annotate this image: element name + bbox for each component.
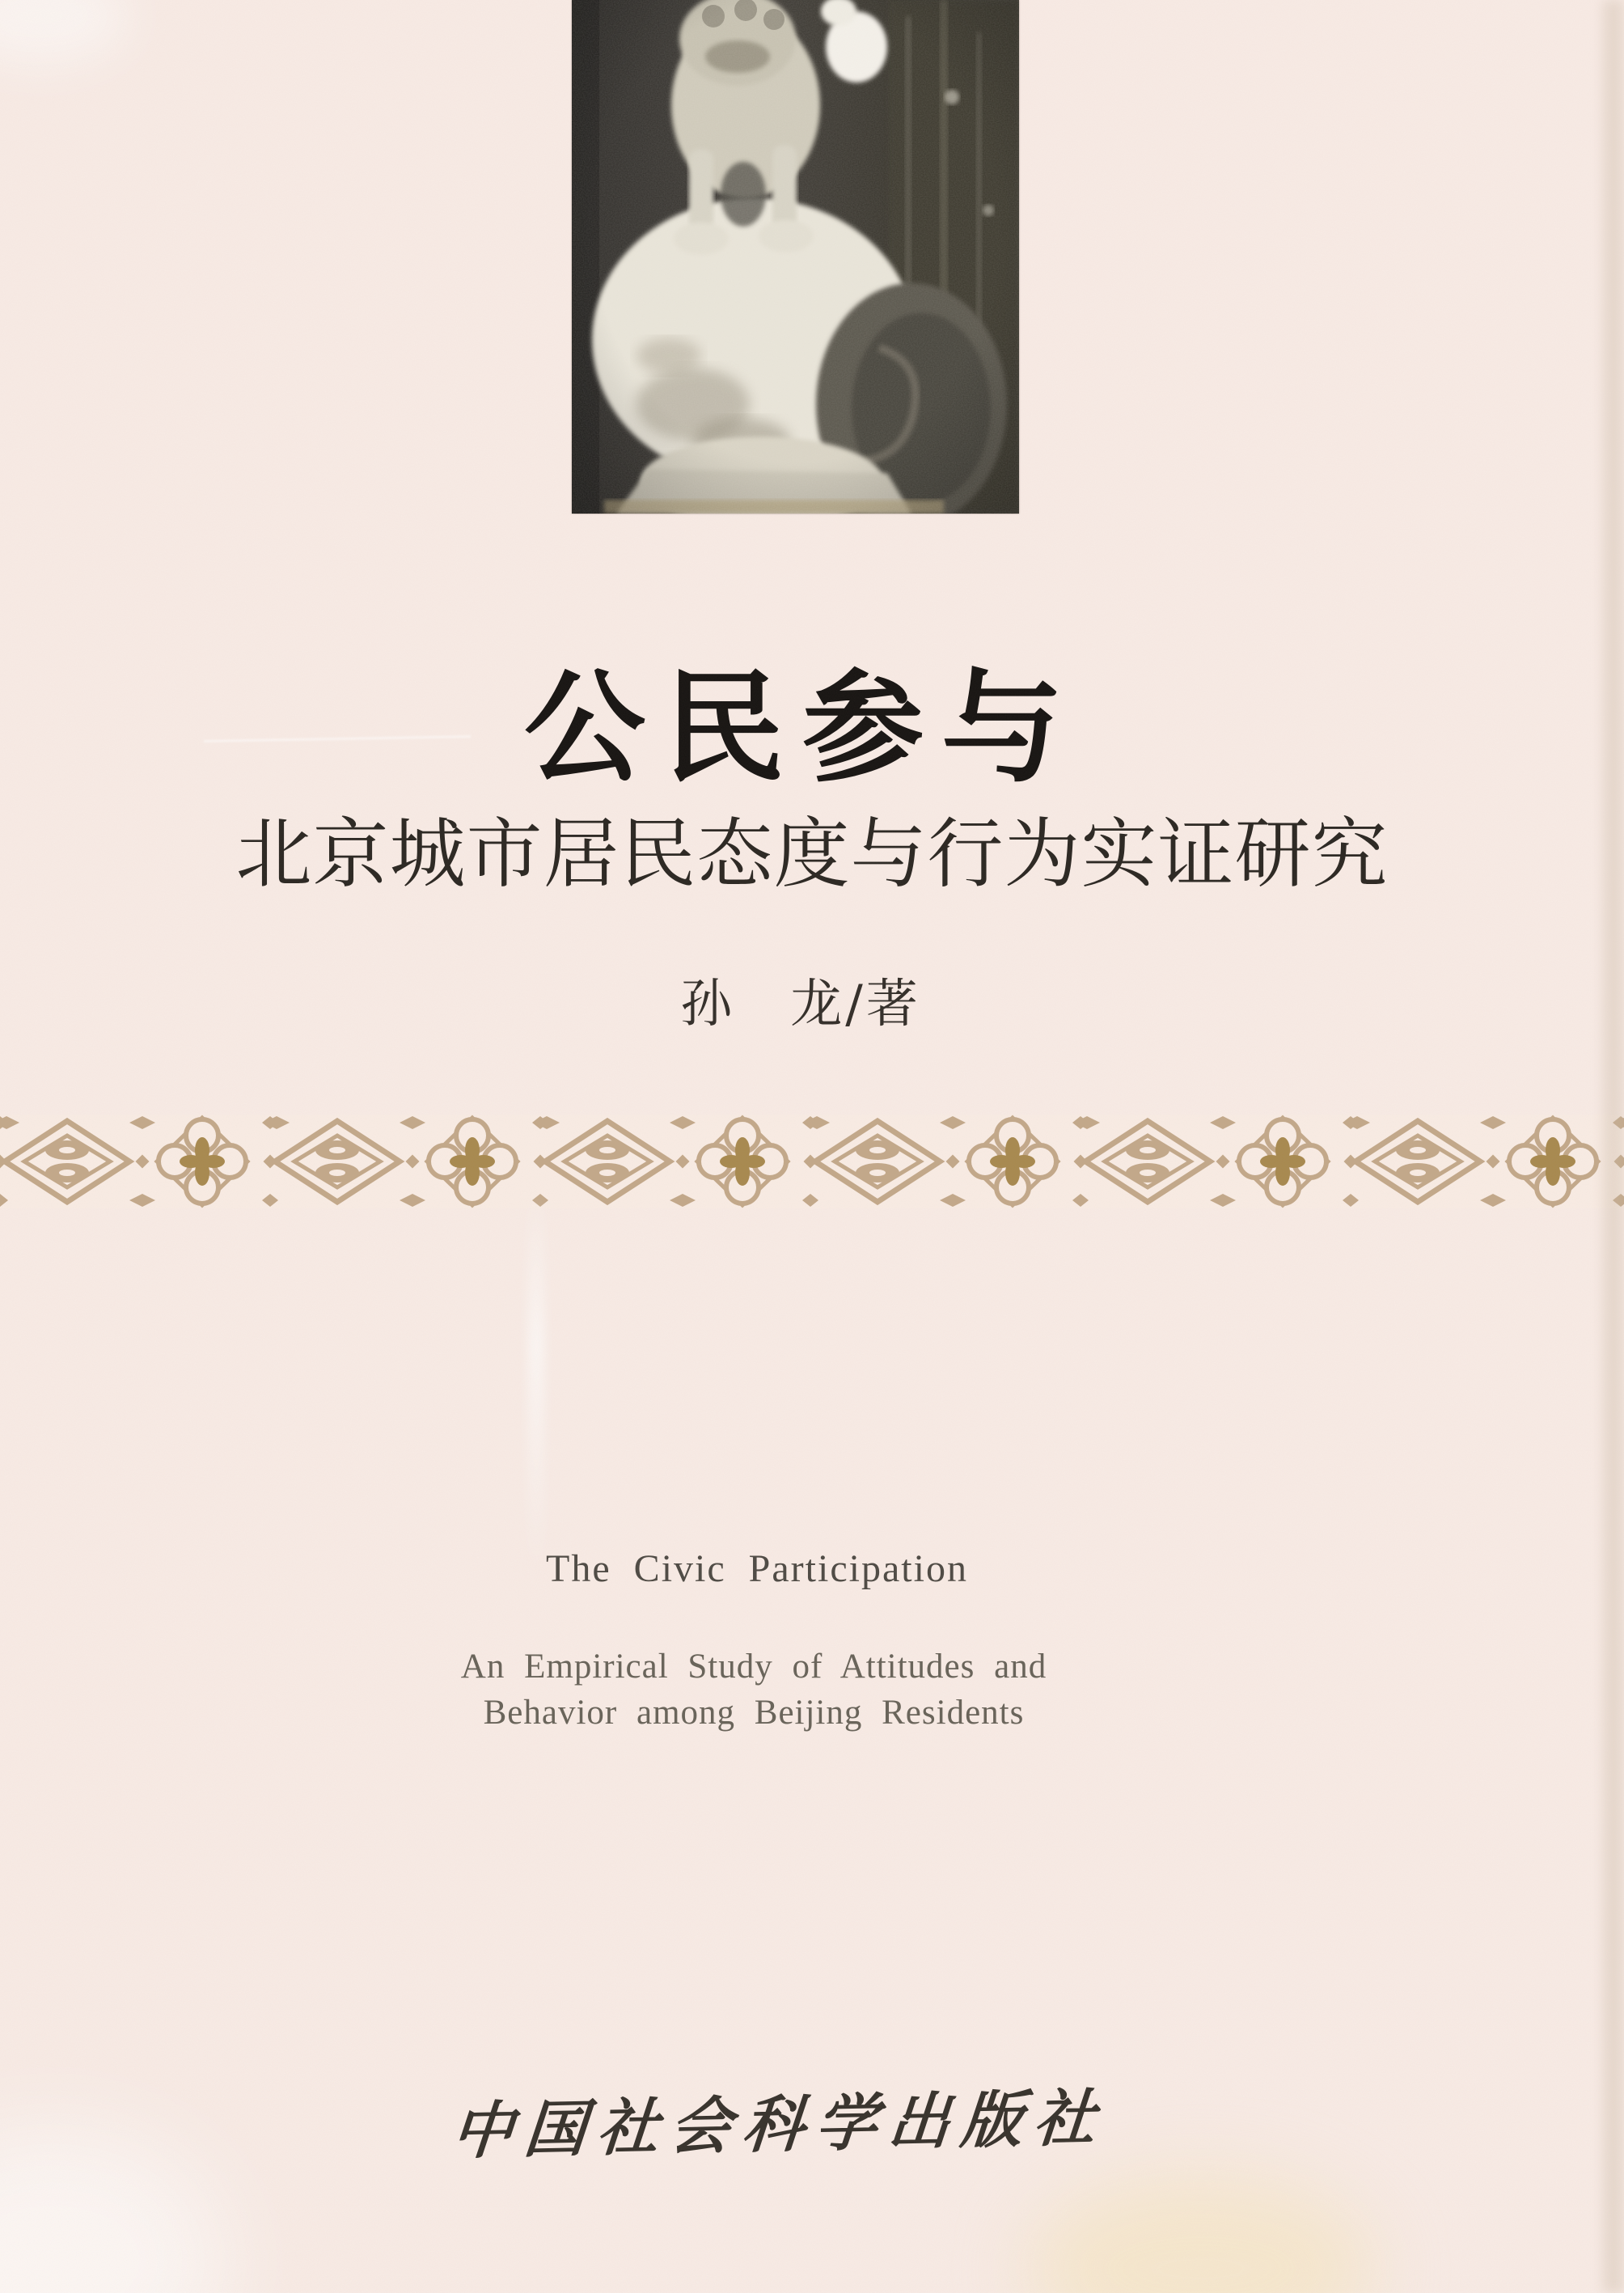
english-subtitle-line1: An Empirical Study of Attitudes and xyxy=(460,1648,1047,1686)
scan-smudge-bottom-right xyxy=(1027,2176,1375,2293)
publisher-imprint: 中国社会科学出版社 xyxy=(448,2081,1110,2168)
english-subtitle-line2: Behavior among Beijing Residents xyxy=(483,1694,1025,1732)
scan-highlight-top-left xyxy=(0,0,129,65)
ornament-band xyxy=(0,1115,1624,1208)
stone-lion-photo-illustration xyxy=(572,0,1019,514)
cover-photo xyxy=(572,0,1019,514)
book-title: 公民参与 xyxy=(523,657,1081,799)
author-line: 孙 龙/著 xyxy=(680,975,921,1034)
ornament-pattern xyxy=(0,1115,1624,1208)
english-title: The Civic Participation xyxy=(546,1547,968,1590)
scan-streak-vertical xyxy=(527,1189,545,1577)
english-subtitle xyxy=(0,1644,1566,1736)
book-subtitle: 北京城市居民态度与行为实证研究 xyxy=(235,810,1389,899)
